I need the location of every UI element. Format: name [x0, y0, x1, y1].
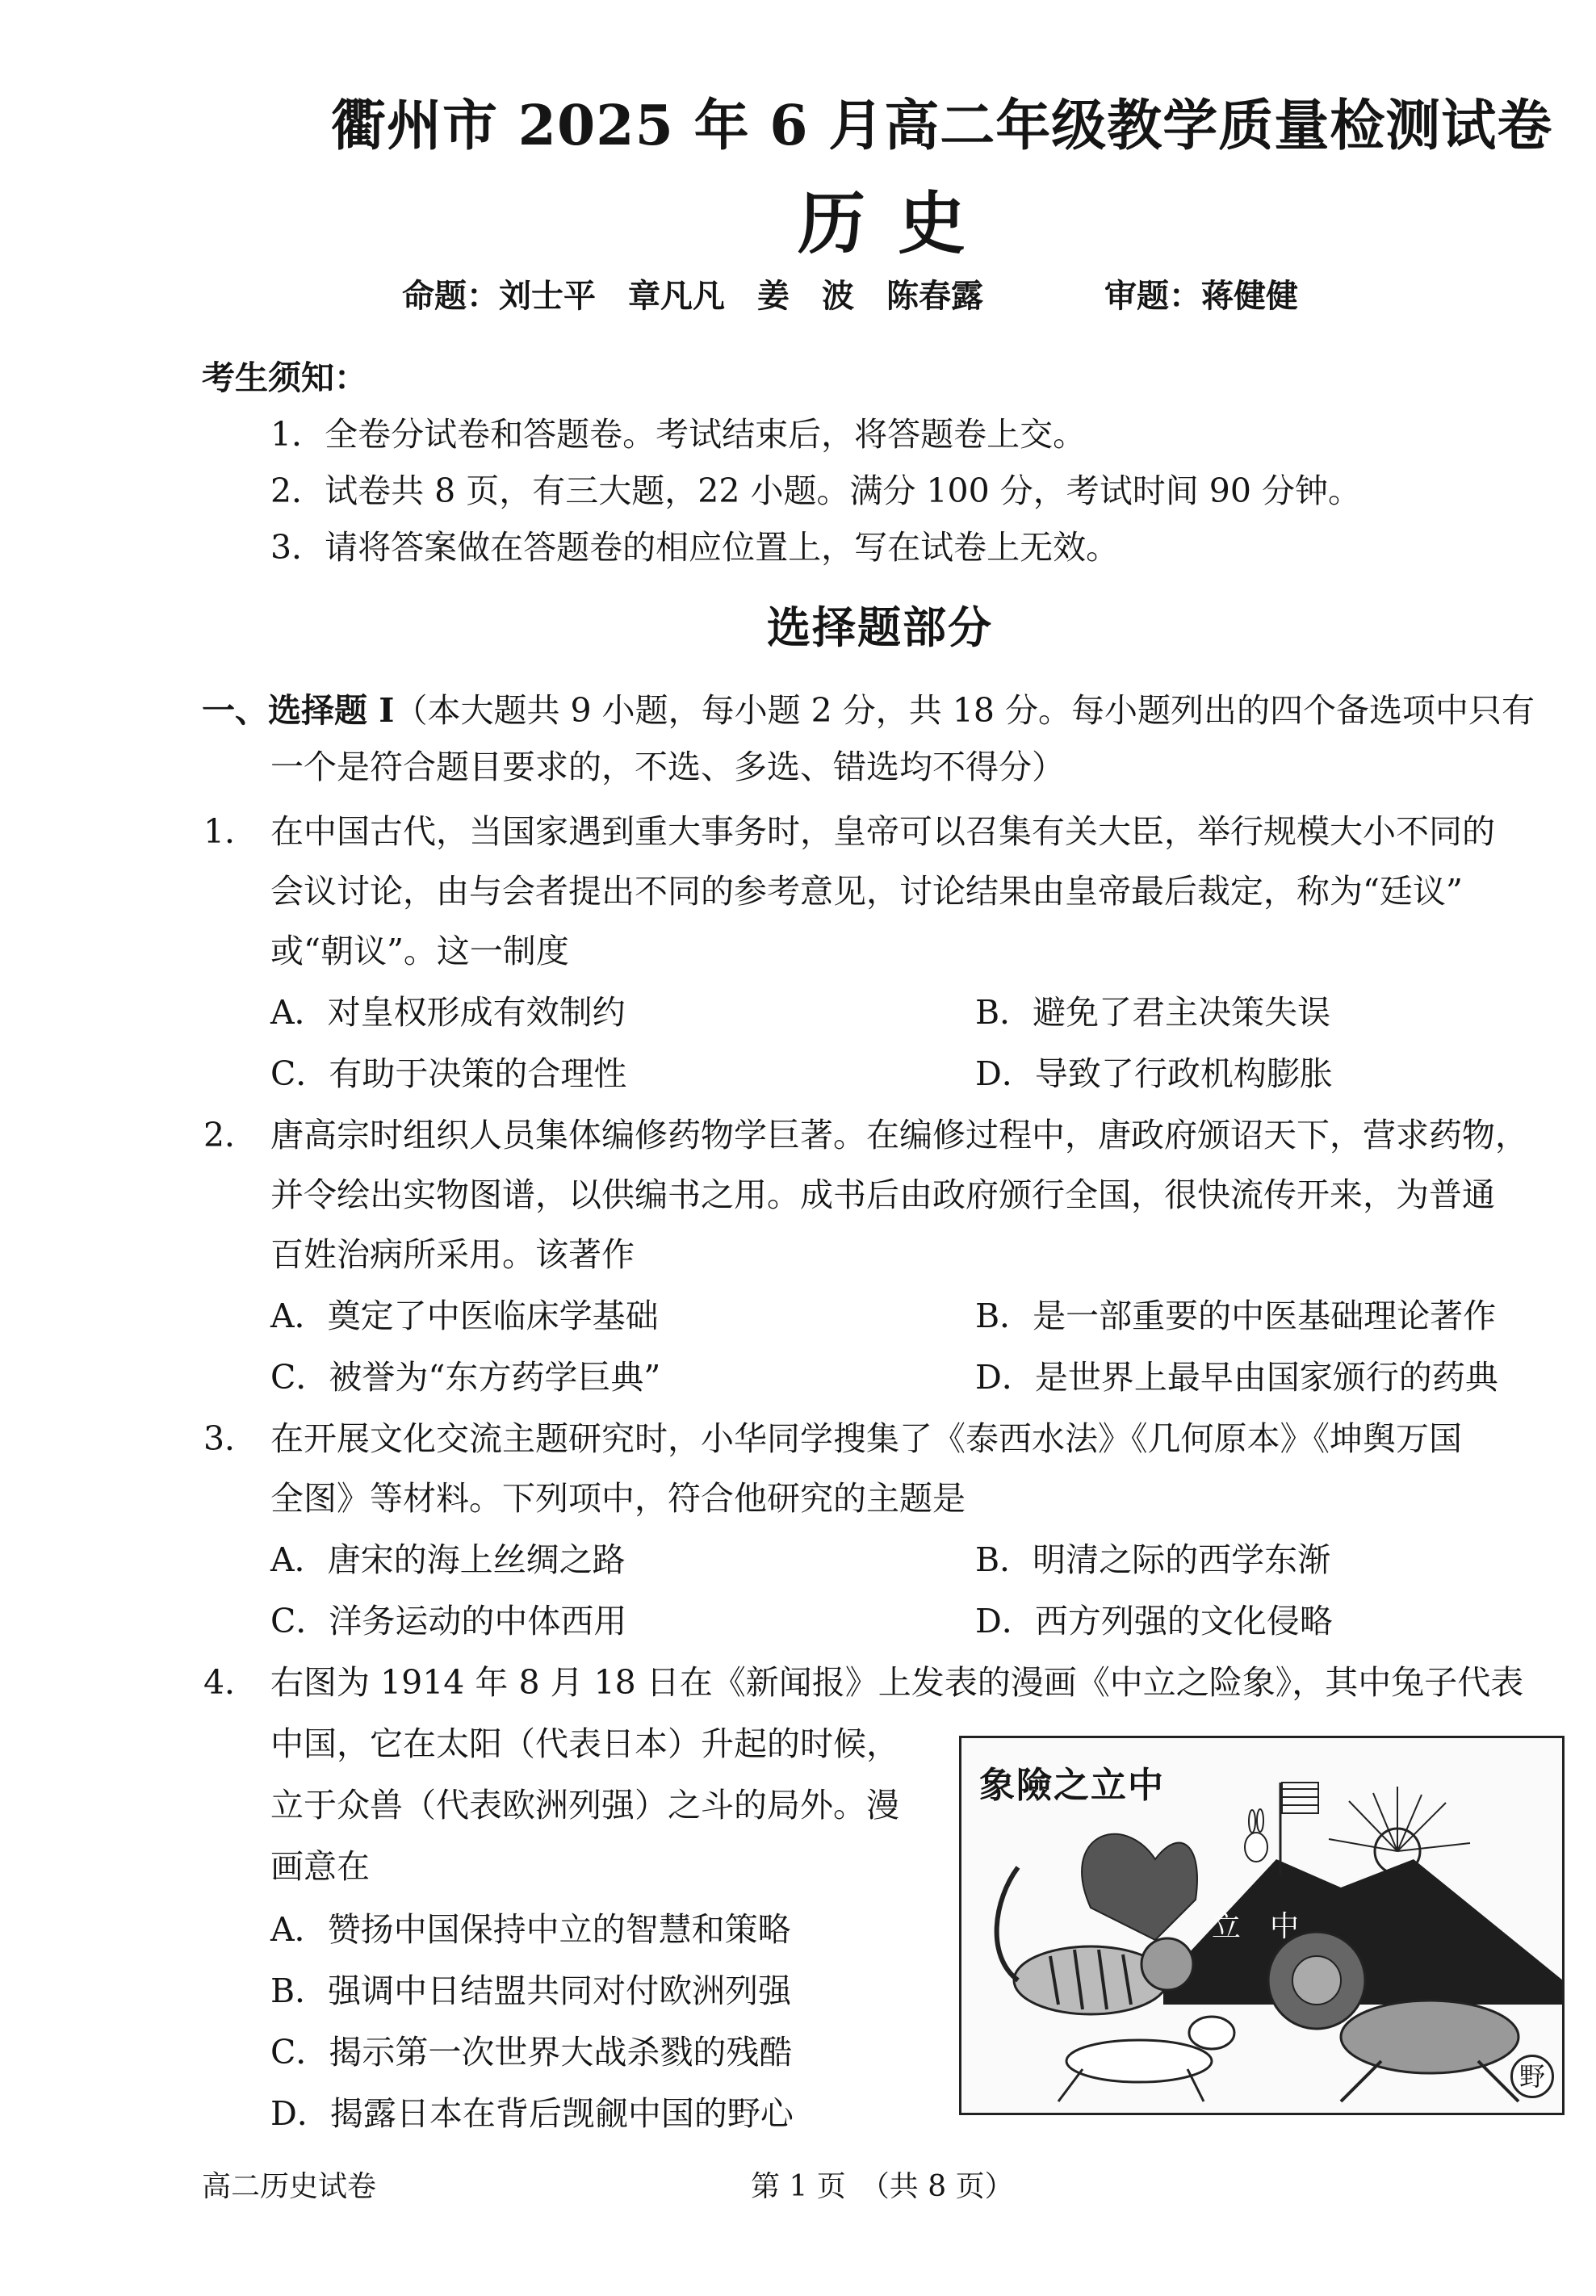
part1-desc-cont: 一个是符合题目要求的，不选、多选、错选均不得分） — [270, 748, 1065, 786]
question-text: 中国，它在太阳（代表日本）升起的时候， — [270, 1724, 899, 1763]
question-text: 全图》等材料。下列项中，符合他研究的主题是 — [270, 1479, 966, 1518]
rising-sun — [1329, 1787, 1470, 1874]
cartoon-signature: 野 — [1510, 2055, 1554, 2098]
option-c: C．被誉为“东方药学巨典” — [270, 1358, 661, 1397]
reviewer-label: 审题：蒋健健 — [1104, 277, 1298, 315]
option-d: D．西方列强的文化侵略 — [975, 1602, 1333, 1640]
option-c: C．有助于决策的合理性 — [270, 1054, 627, 1093]
eagle — [1082, 1834, 1197, 1940]
option-a: A．对皇权形成有效制约 — [270, 993, 626, 1032]
option-b: B．是一部重要的中医基础理论著作 — [975, 1297, 1497, 1335]
question-number: 4． — [203, 1663, 258, 1702]
notice-item: 3．请将答案做在答题卷的相应位置上，写在试卷上无效。 — [270, 528, 1120, 567]
cartoon-caption: 象險之立中 — [979, 1765, 1165, 1806]
rabbit — [1245, 1809, 1267, 1862]
question-number: 1． — [203, 812, 258, 851]
option-a: A．赞扬中国保持中立的智慧和策略 — [270, 1910, 791, 1949]
option-b: B．明清之际的西学东渐 — [975, 1540, 1331, 1579]
question-text: 画意在 — [270, 1847, 370, 1886]
question-text: 立于众兽（代表欧洲列强）之斗的局外。漫 — [270, 1786, 899, 1825]
dog — [1058, 2017, 1234, 2101]
flag — [1280, 1783, 1318, 1875]
part1-heading — [202, 680, 1535, 741]
question-text: 右图为 1914 年 8 月 18 日在《新闻报》上发表的漫画《中立之险象》，其中兔子代表 — [270, 1663, 1524, 1702]
option-c: C．洋务运动的中体西用 — [270, 1602, 627, 1640]
authors-line — [402, 270, 1298, 316]
question-text: 或“朝议”。这一制度 — [270, 932, 569, 970]
notice-heading: 考生须知： — [202, 358, 367, 397]
option-a: A．奠定了中医临床学基础 — [270, 1297, 659, 1335]
option-a: A．唐宋的海上丝绸之路 — [270, 1540, 626, 1579]
question-text: 在中国古代，当国家遇到重大事务时，皇帝可以召集有关大臣，举行规模大小不同的 — [270, 812, 1495, 851]
authors-label: 命题：刘士平 章凡凡 姜 波 陈春露 — [402, 277, 983, 315]
option-d: D．是世界上最早由国家颁行的药典 — [975, 1358, 1498, 1397]
question-number: 2． — [203, 1116, 258, 1154]
option-d: D．导致了行政机构膨胀 — [975, 1054, 1333, 1093]
option-c: C．揭示第一次世界大战杀戮的残酷 — [270, 2033, 793, 2072]
question-number: 3． — [203, 1419, 258, 1458]
notice-item: 2．试卷共 8 页，有三大题，22 小题。满分 100 分，考试时间 90 分钟。 — [270, 471, 1361, 510]
page-number: 第 1 页 （共 8 页） — [751, 2170, 1014, 2203]
option-b: B．避免了君主决策失误 — [975, 993, 1331, 1032]
question-text: 在开展文化交流主题研究时，小华同学搜集了《泰西水法》《几何原本》《坤舆万国 — [270, 1419, 1462, 1458]
exam-title: 衢州市 2025 年 6 月高二年级教学质量检测试卷 — [331, 94, 1553, 158]
section-heading: 选择题部分 — [767, 601, 993, 653]
footer-left: 高二历史试卷 — [202, 2170, 377, 2203]
part1-number: 一、 — [202, 691, 268, 730]
question-text: 百姓治病所采用。该著作 — [270, 1235, 635, 1274]
cartoon-mountain-text: 立 中 — [1212, 1910, 1300, 1943]
question-text: 并令绘出实物图谱，以供编书之用。成书后由政府颁行全国，很快流传开来，为普通 — [270, 1175, 1495, 1214]
question-text: 会议讨论，由与会者提出不同的参考意见，讨论结果由皇帝最后裁定，称为“廷议” — [270, 872, 1463, 911]
notice-item: 1．全卷分试卷和答题卷。考试结束后，将答题卷上交。 — [270, 415, 1087, 454]
cartoon-figure — [959, 1736, 1565, 2115]
option-d: D．揭露日本在背后觊觎中国的野心 — [270, 2094, 794, 2133]
part1-desc: （本大题共 9 小题，每小题 2 分，共 18 分。每小题列出的四个备选项中只有 — [394, 691, 1535, 730]
option-b: B．强调中日结盟共同对付欧洲列强 — [270, 1971, 792, 2010]
part1-title: 选择题 I — [268, 691, 395, 730]
question-text: 唐高宗时组织人员集体编修药物学巨著。在编修过程中，唐政府颁诏天下，营求药物， — [270, 1116, 1528, 1154]
subject-title: 历史 — [798, 183, 999, 263]
